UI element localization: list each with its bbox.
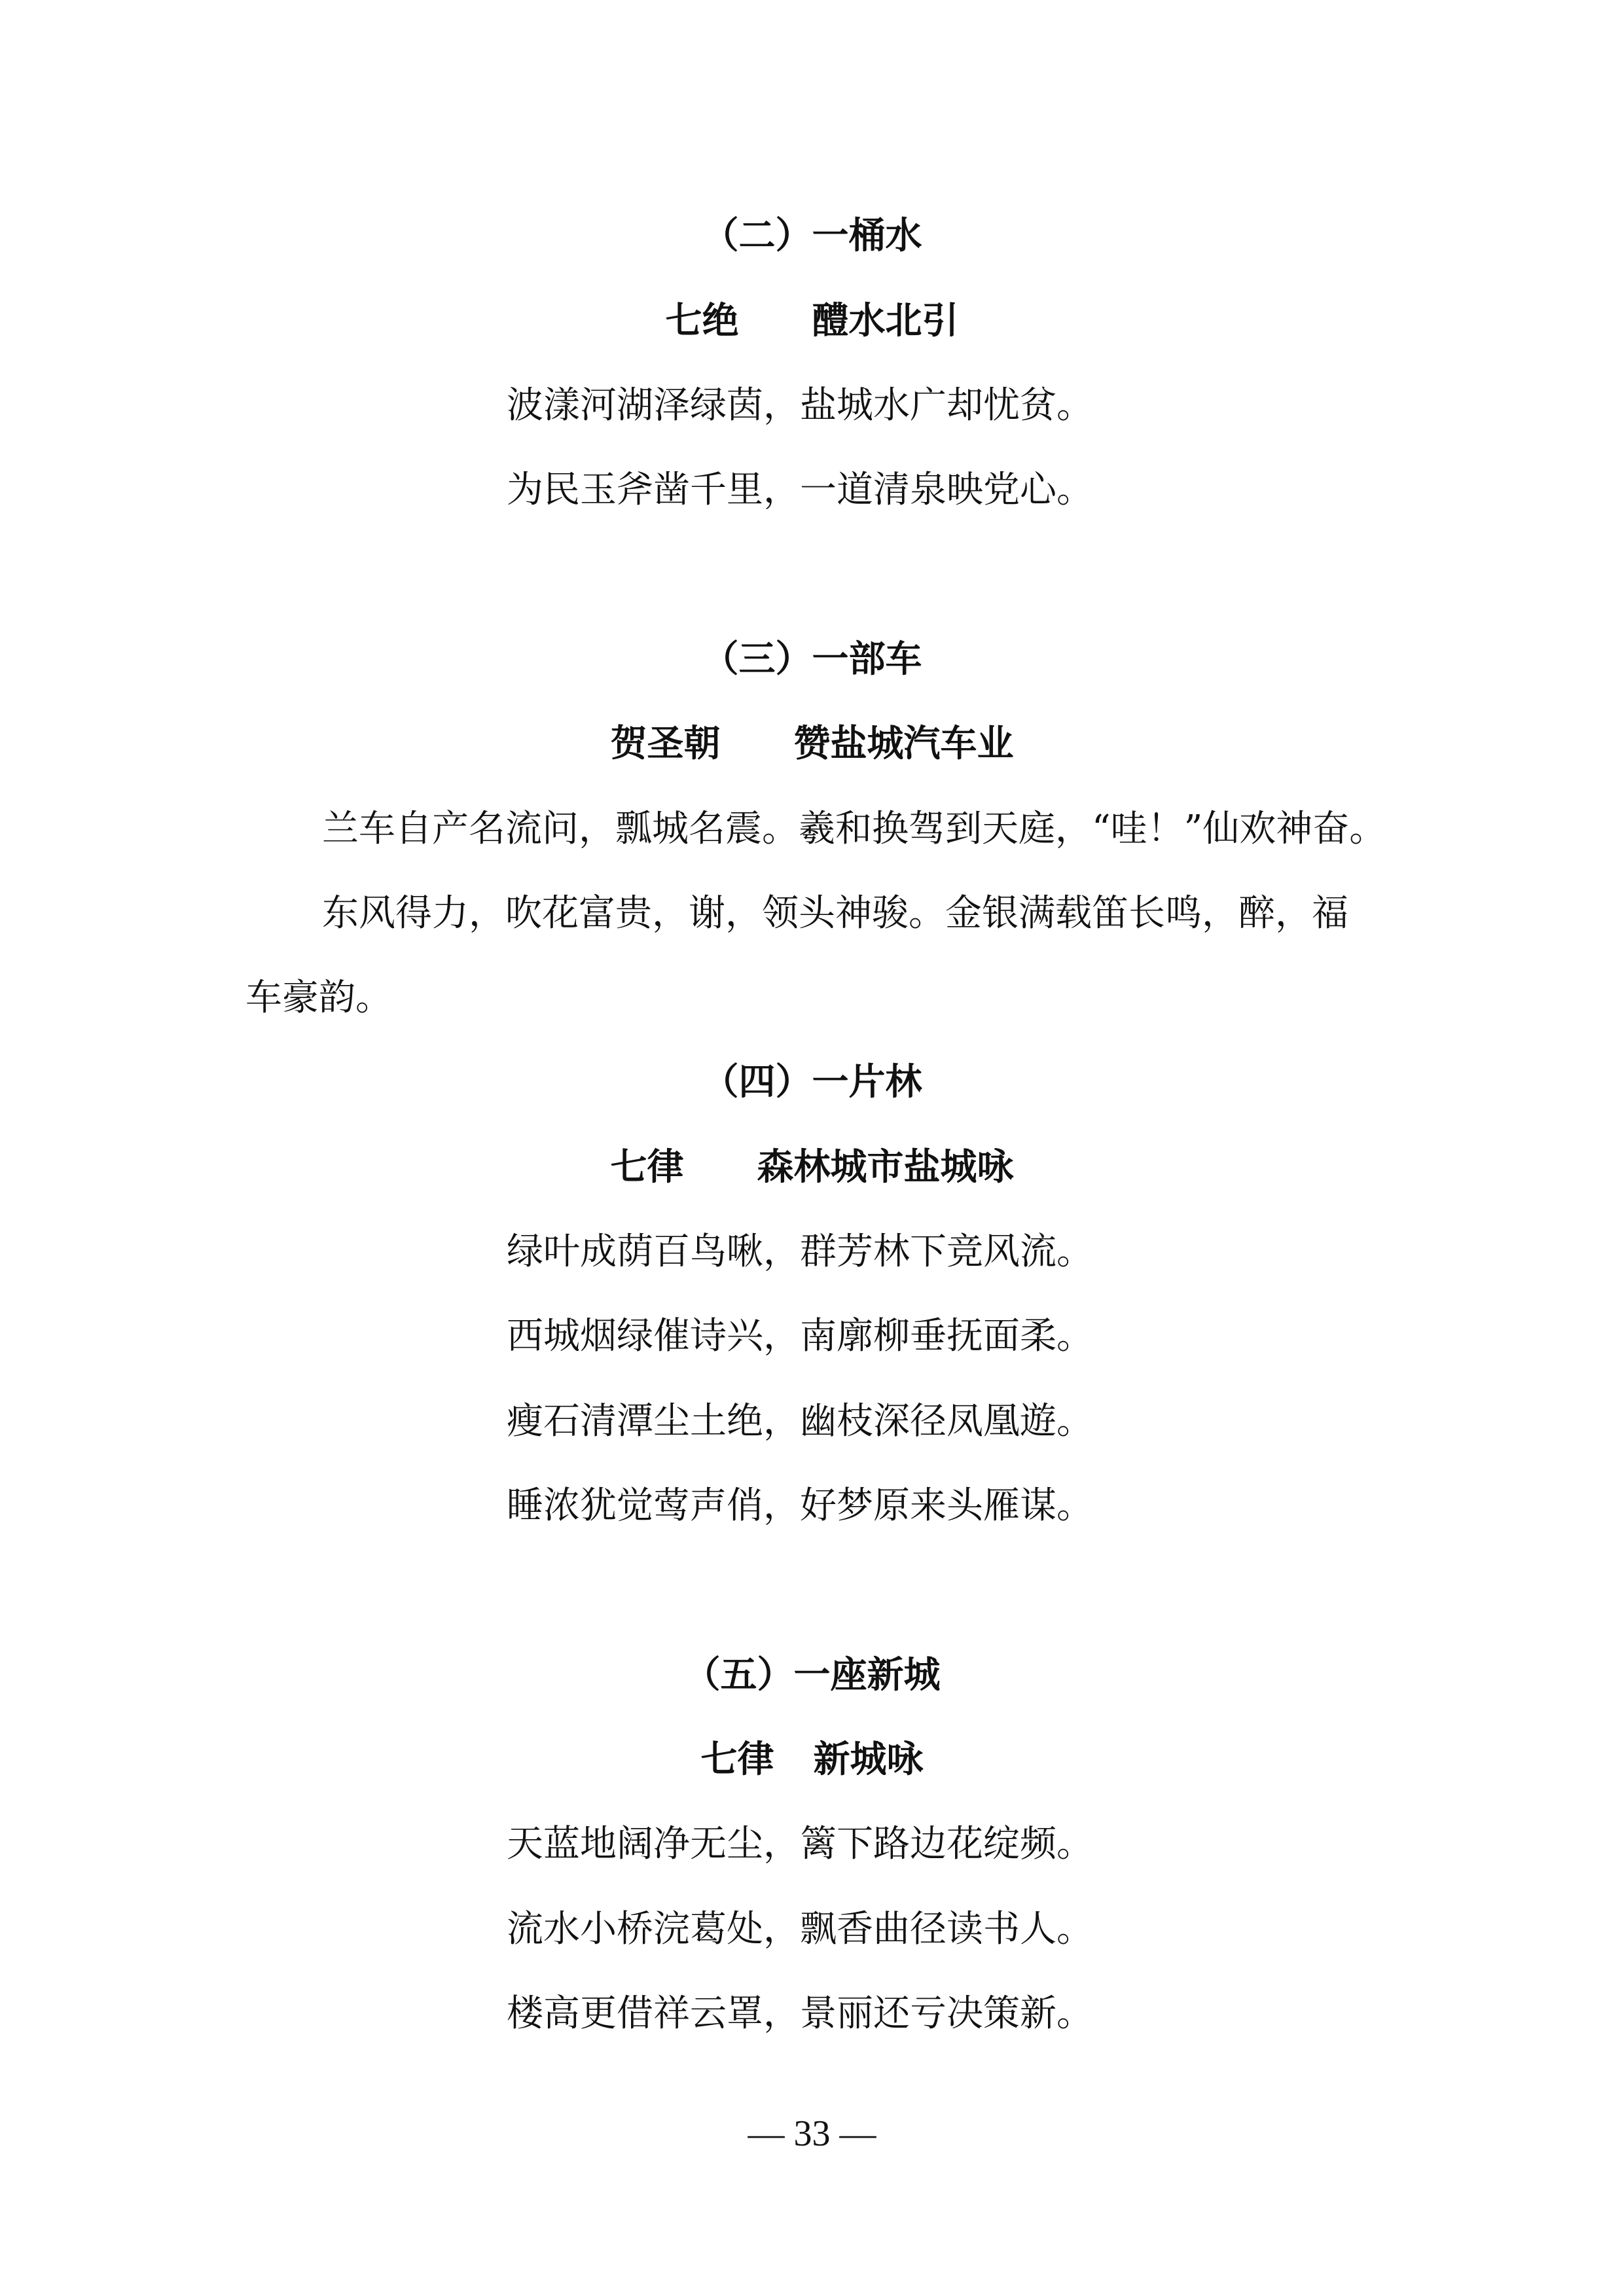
poem-form-label: 七绝 [665,300,739,342]
verse-line: 流水小桥浣葛处，飘香曲径读书人。 [507,1908,1093,1950]
verse-line: 天蓝地阔净无尘，篱下路边花绽频。 [507,1823,1093,1865]
section-heading-3: （三）一部车 [702,638,922,681]
verse-line: 波漾河湖泽绿茵，盐城水广却忧贫。 [507,384,1093,427]
section-heading-2: （二）一桶水 [702,215,922,257]
poem-form-label: 七律 [700,1738,774,1781]
verse-line: 西城烟绿催诗兴，南廓柳垂抚面柔。 [507,1315,1093,1357]
poem-form-label: 七律 [610,1146,684,1189]
verse-line: 绿叶成荫百鸟啾，群芳林下竞风流。 [507,1230,1093,1273]
page-number: — 33 — [748,2113,876,2154]
verse-line: 睡浓犹觉莺声俏，好梦原来头雁谋。 [507,1484,1093,1527]
poem-title: 醴水北引 [812,300,959,342]
section-subtitle-2 [0,296,1624,346]
ci-paragraph-2-continued: 车豪韵。 [245,977,392,1019]
verse-line: 为民玉斧凿千里，一道清泉映党心。 [507,469,1093,511]
poem-title: 森林城市盐城咏 [757,1146,1014,1189]
verse-line: 楼高更借祥云罩，景丽还亏决策新。 [507,1992,1093,2035]
ci-paragraph-2: 东风得力，吹花富贵，谢，领头神骏。金银满载笛长鸣，醉，福 [322,892,1348,935]
section-subtitle-3 [0,719,1624,769]
section-subtitle-4 [0,1143,1624,1193]
poem-title: 新城咏 [813,1738,924,1781]
section-heading-4: （四）一片林 [702,1061,922,1103]
section-subtitle-5 [0,1735,1624,1785]
poem-title: 赞盐城汽车业 [793,723,1014,765]
poem-form-label: 贺圣朝 [610,723,721,765]
section-heading-5: （五）一座新城 [683,1654,941,1696]
ci-paragraph-1: 兰车自产名流问，瓢城名震。羲和换驾到天庭，“哇！”仙欢神奋。 [322,808,1386,850]
verse-line: 瘦石清潭尘土绝，幽枝深径凤凰遊。 [507,1400,1093,1443]
